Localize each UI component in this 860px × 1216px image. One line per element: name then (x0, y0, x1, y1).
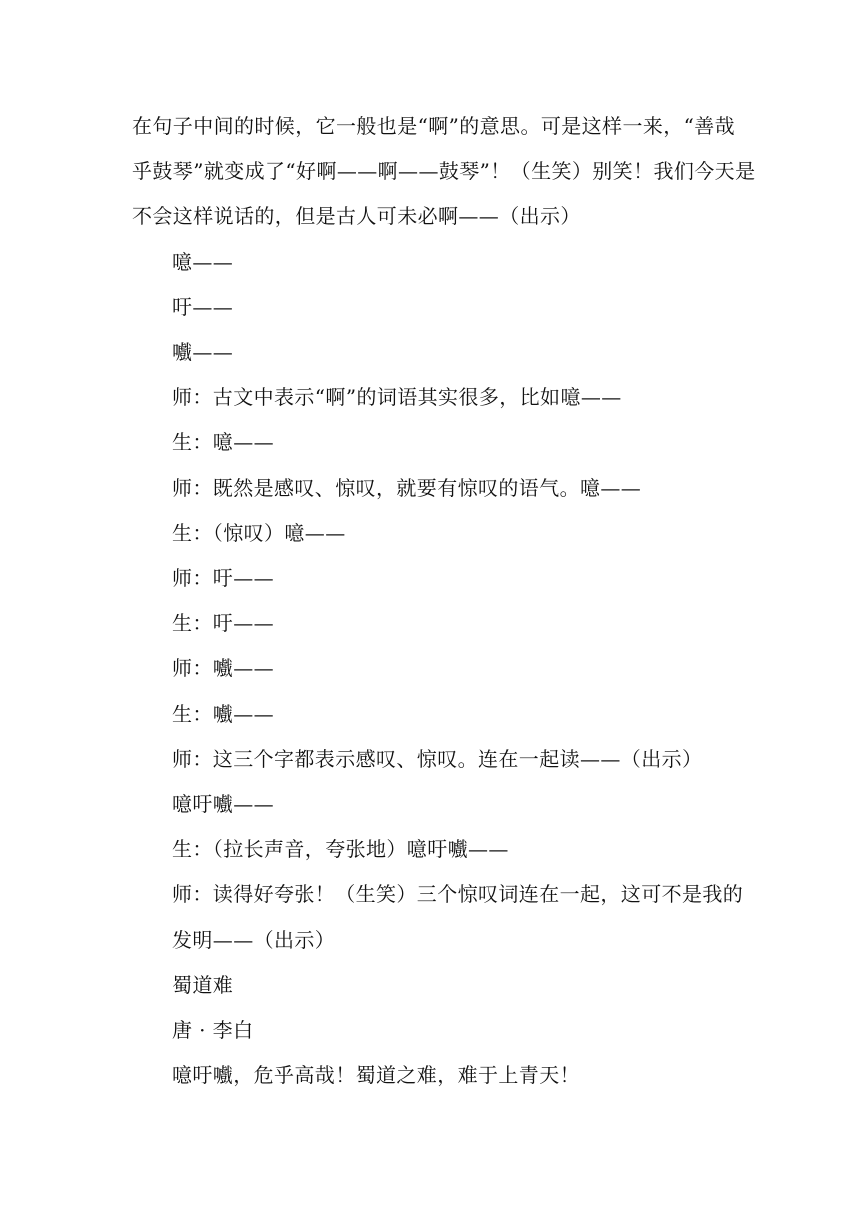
text-line: 师：嚱—— (172, 656, 274, 681)
text-line: 乎鼓琴”就变成了“好啊——啊——鼓琴”！（生笑）别笑！我们今天是 (132, 159, 756, 184)
text-line: 噫—— (172, 249, 234, 274)
paragraph (132, 782, 732, 827)
text-line: 师：古文中表示“啊”的词语其实很多，比如噫—— (172, 385, 622, 410)
text-line: 生：（拉长声音，夸张地）噫吁嚱—— (172, 837, 509, 862)
paragraph (132, 1008, 732, 1053)
paragraph (132, 1053, 732, 1098)
text-line: 生：嚱—— (172, 701, 274, 726)
text-line: 发明——（出示） (172, 927, 336, 952)
text-line: 噫吁嚱，危乎高哉！蜀道之难，难于上青天！ (172, 1063, 580, 1088)
paragraph (132, 872, 744, 962)
text-line: 蜀道难 (172, 972, 234, 997)
text-line: 师：这三个字都表示感叹、惊叹。连在一起读——（出示） (172, 746, 703, 771)
text-line: 师：读得好夸张！（生笑）三个惊叹词连在一起，这可不是我的 (172, 882, 744, 907)
paragraph (132, 240, 732, 285)
paragraph (132, 827, 732, 872)
text-line: 师：既然是感叹、惊叹，就要有惊叹的语气。噫—— (172, 475, 642, 500)
paragraph (132, 556, 732, 601)
text-line: 在句子中间的时候，它一般也是“啊”的意思。可是这样一来，“善哉 (132, 114, 736, 138)
paragraph (132, 466, 732, 511)
paragraph (132, 646, 732, 691)
text-line: 师：吁—— (172, 566, 274, 591)
paragraph (132, 692, 732, 737)
document-body (132, 104, 756, 1098)
text-line: 不会这样说话的，但是古人可未必啊——（出示） (132, 204, 581, 229)
text-line: 嚱—— (172, 340, 234, 365)
paragraph (132, 737, 732, 782)
text-line: 生：（惊叹）噫—— (172, 520, 346, 545)
text-line: 生：吁—— (172, 611, 274, 636)
paragraph (132, 601, 732, 646)
text-line: 吁—— (172, 294, 234, 319)
paragraph (132, 511, 732, 556)
paragraph (132, 285, 732, 330)
paragraph (132, 330, 732, 375)
text-line: 噫吁嚱—— (172, 792, 274, 817)
paragraph (132, 420, 732, 465)
text-line: 唐 · 李白 (172, 1018, 254, 1043)
text-line: 生：噫—— (172, 430, 274, 455)
paragraph (132, 104, 756, 240)
paragraph (132, 963, 732, 1008)
paragraph (132, 375, 732, 420)
